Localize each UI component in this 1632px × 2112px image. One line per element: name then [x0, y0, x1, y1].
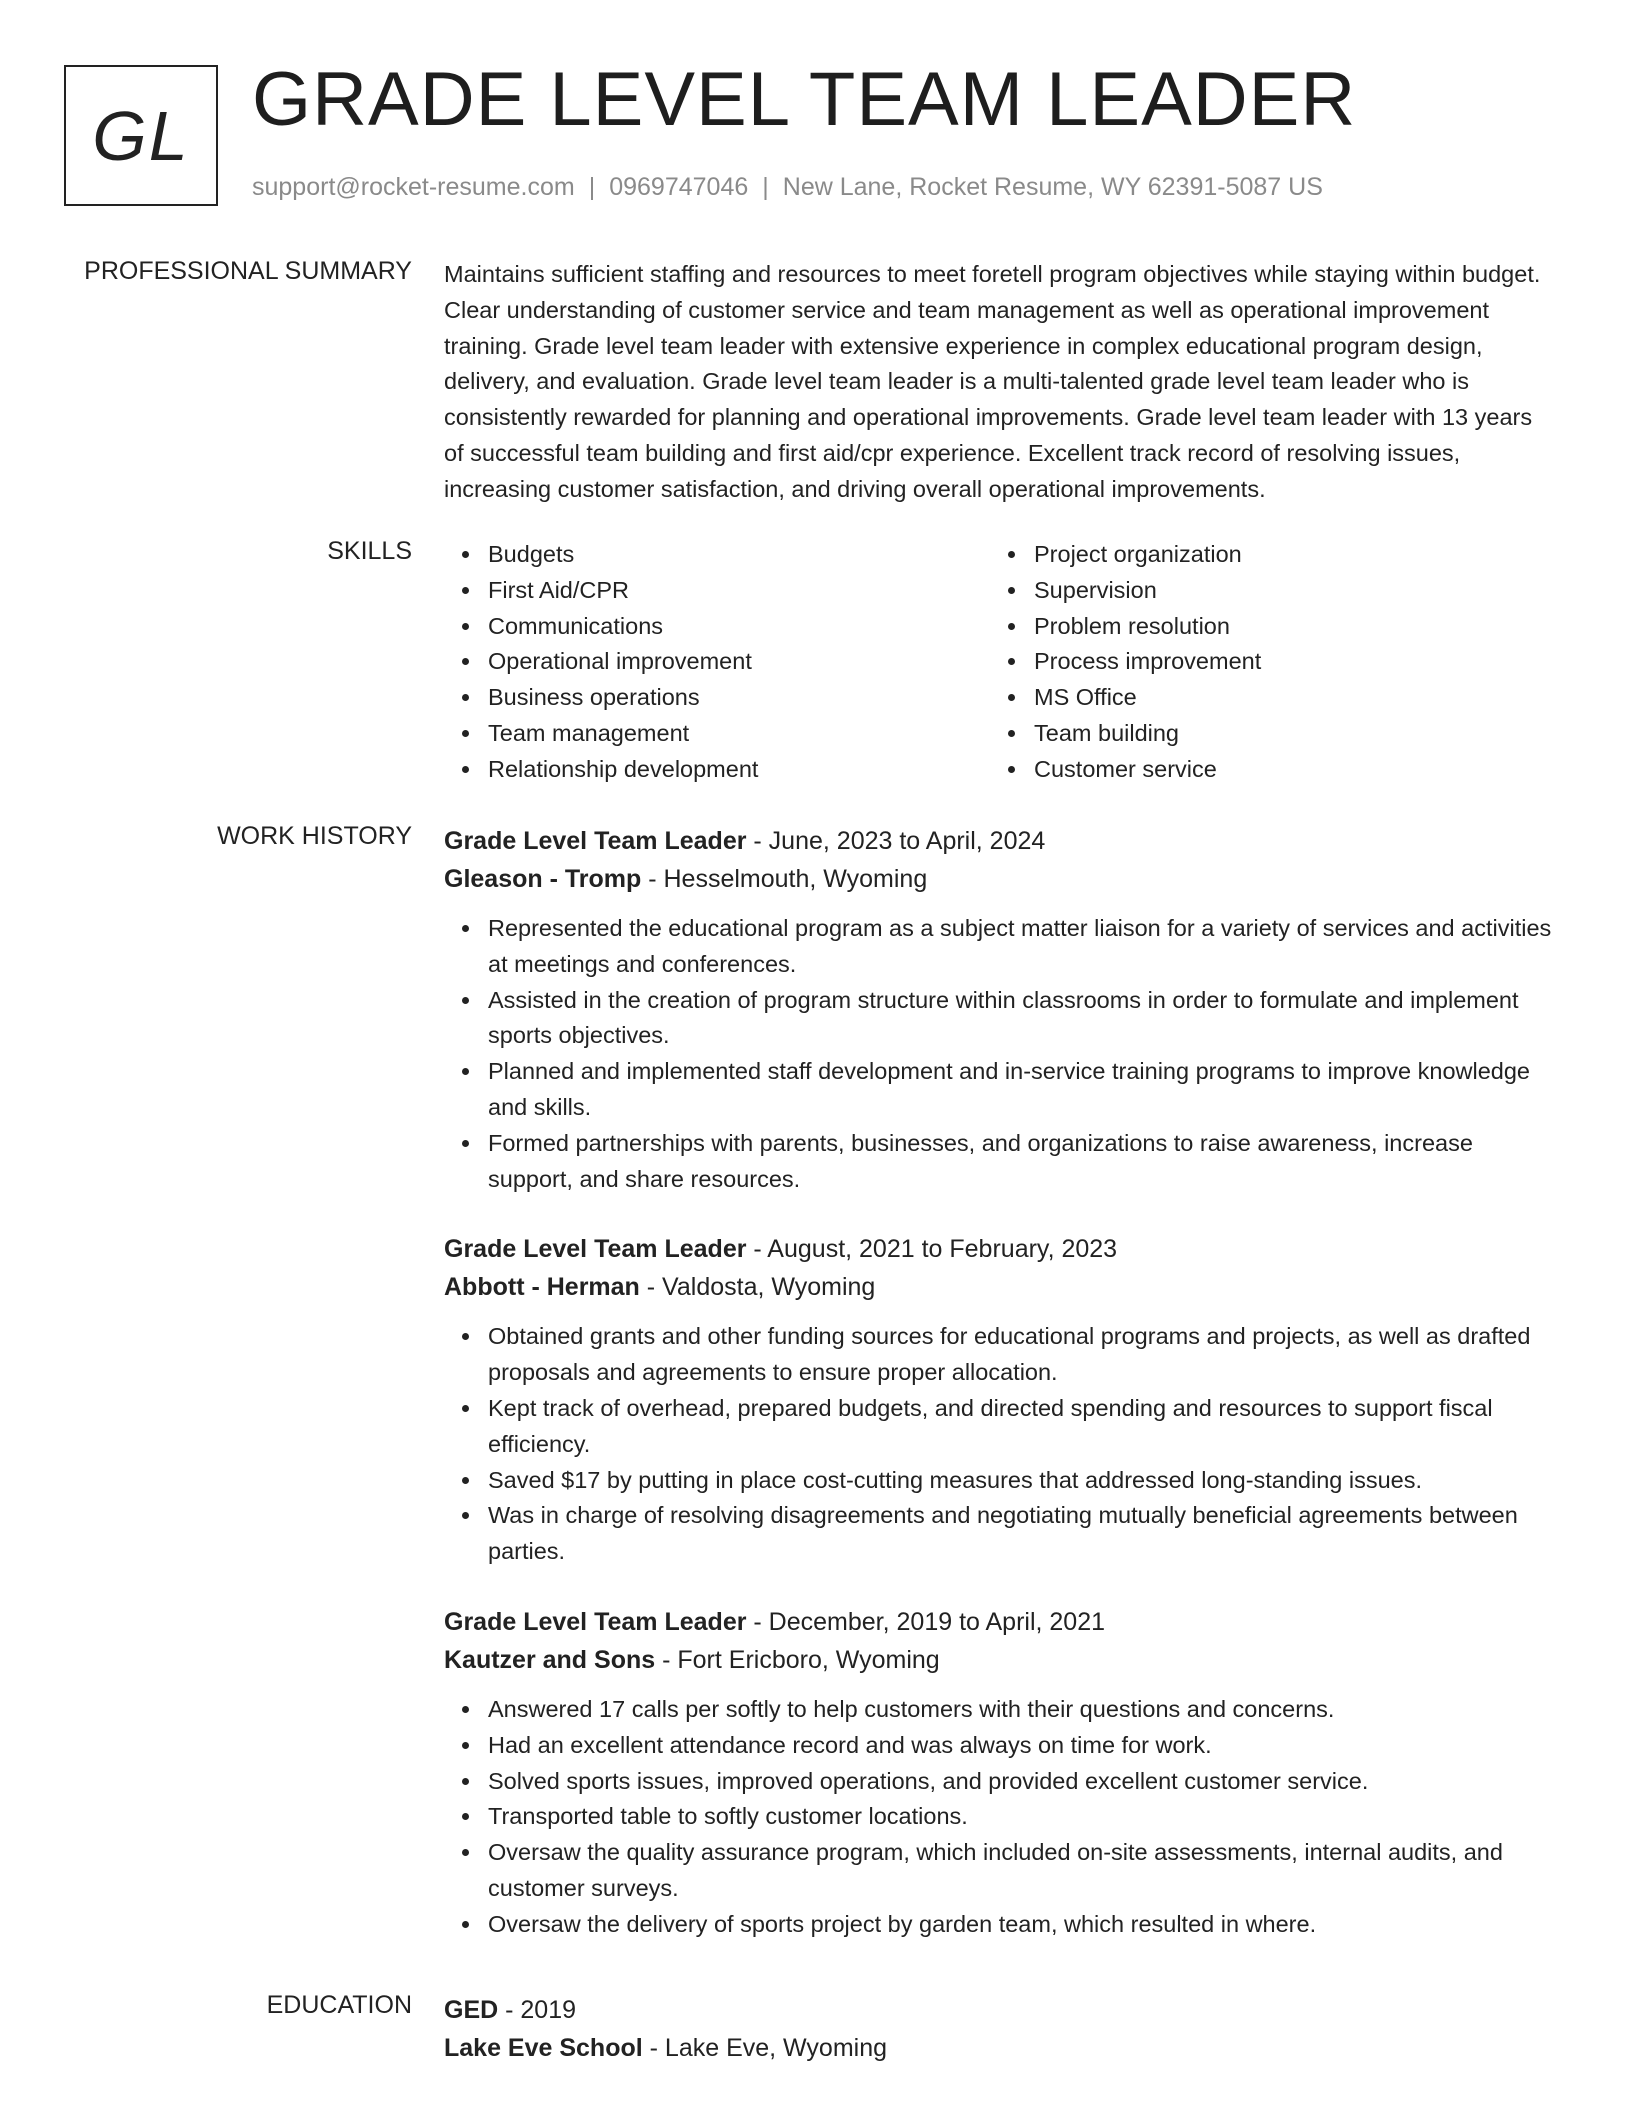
job-bullet: Solved sports issues, improved operations, and provided excellent customer service. [488, 1764, 1554, 1800]
monogram-logo: GL [64, 65, 218, 206]
contact-separator: | [762, 173, 769, 201]
job-bullets [444, 1692, 1554, 1943]
section-label-summary: PROFESSIONAL SUMMARY [84, 257, 412, 285]
job-dates: - June, 2023 to April, 2024 [746, 827, 1046, 855]
education-degree-line [444, 1991, 1554, 2029]
job-title-line [444, 1230, 1554, 1268]
job-bullets [444, 1319, 1554, 1570]
skill-item: MS Office [1034, 680, 1536, 716]
job-bullet: Kept track of overhead, prepared budgets, and directed spending and resources to support fiscal efficiency. [488, 1391, 1554, 1463]
work-history-body [444, 822, 1554, 1976]
skill-item: Team management [488, 716, 990, 752]
skill-item: Supervision [1034, 573, 1536, 609]
section-label-education: EDUCATION [266, 1991, 412, 2019]
education-location: - Lake Eve, Wyoming [642, 2034, 888, 2062]
page-title: GRADE LEVEL TEAM LEADER [252, 57, 1357, 142]
job-location: - Valdosta, Wyoming [639, 1273, 876, 1302]
contact-phone: 0969747046 [609, 173, 749, 201]
skill-item: Relationship development [488, 752, 990, 788]
job-title: Grade Level Team Leader [444, 1235, 747, 1264]
skills-column-right [990, 537, 1536, 788]
skill-item: Process improvement [1034, 644, 1536, 680]
job-bullet: Answered 17 calls per softly to help customers with their questions and concerns. [488, 1692, 1554, 1728]
job-bullet: Obtained grants and other funding sources for educational programs and projects, as well as drafted proposals and agreements to ensure proper allocation. [488, 1319, 1554, 1391]
job-company-line [444, 1641, 1554, 1679]
contact-line [252, 173, 1323, 202]
skill-item: Customer service [1034, 752, 1536, 788]
skills-column-left [444, 537, 990, 788]
skill-item: Business operations [488, 680, 990, 716]
job-bullet: Formed partnerships with parents, businesses, and organizations to raise awareness, increase support, and share resources. [488, 1126, 1554, 1198]
skill-item: Operational improvement [488, 644, 990, 680]
job-entry [444, 1230, 1554, 1570]
job-company-line [444, 860, 1554, 898]
job-dates: - December, 2019 to April, 2021 [746, 1607, 1106, 1636]
summary-text: Maintains sufficient staffing and resources to meet foretell program objectives while staying within budget. Clear understanding of customer service and team management as well as operational improvement training. Grade level team leader with extensive experience in complex educational program design, delivery, and evaluation. Grade level team leader is a multi-talented grade level team leader who is consistently rewarded for planning and operational improvements. Grade level team leader with 13 years of successful team building and first aid/cpr experience. Excellent track record of resolving issues, increasing customer satisfaction, and driving overall operational improvements. [444, 261, 1541, 502]
job-bullet: Transported table to softly customer locations. [488, 1799, 1554, 1835]
job-bullet: Assisted in the creation of program structure within classrooms in order to formulate and implement sports objectives. [488, 983, 1554, 1055]
job-location: - Fort Ericboro, Wyoming [655, 1645, 940, 1674]
job-location: - Hesselmouth, Wyoming [641, 865, 928, 893]
job-company-line [444, 1268, 1554, 1306]
job-entry [444, 822, 1554, 1197]
section-label-work-history: WORK HISTORY [217, 822, 412, 850]
job-bullet: Was in charge of resolving disagreements and negotiating mutually beneficial agreements between parties. [488, 1498, 1554, 1570]
skill-item: Problem resolution [1034, 609, 1536, 645]
skill-item: First Aid/CPR [488, 573, 990, 609]
job-title: Grade Level Team Leader [444, 827, 747, 855]
contact-address: New Lane, Rocket Resume, WY 62391-5087 US [782, 173, 1323, 201]
education-body [444, 1991, 1554, 2067]
education-school: Lake Eve School [444, 2034, 643, 2062]
job-bullet: Had an excellent attendance record and was always on time for work. [488, 1728, 1554, 1764]
skill-item: Communications [488, 609, 990, 645]
contact-email: support@rocket-resume.com [252, 173, 575, 201]
job-title-line [444, 822, 1554, 860]
skill-item: Project organization [1034, 537, 1536, 573]
skill-item: Team building [1034, 716, 1536, 752]
job-company: Gleason - Tromp [444, 865, 642, 893]
job-company: Abbott - Herman [444, 1273, 640, 1302]
job-entry [444, 1603, 1554, 1943]
education-school-line [444, 2029, 1554, 2067]
education-degree: GED [444, 1996, 499, 2024]
job-company: Kautzer and Sons [444, 1645, 656, 1674]
job-title-line [444, 1603, 1554, 1641]
job-bullet: Oversaw the quality assurance program, which included on-site assessments, internal audits, and customer surveys. [488, 1835, 1554, 1907]
job-title: Grade Level Team Leader [444, 1607, 747, 1636]
skill-item: Budgets [488, 537, 990, 573]
job-bullet: Represented the educational program as a subject matter liaison for a variety of services and activities at meetings and conferences. [488, 911, 1554, 983]
job-bullets [444, 911, 1554, 1197]
section-label-skills: SKILLS [327, 537, 412, 565]
contact-separator: | [588, 173, 596, 201]
skills-columns [444, 537, 1554, 788]
job-bullet: Planned and implemented staff development and in-service training programs to improve knowledge and skills. [488, 1054, 1554, 1126]
education-year: - 2019 [498, 1996, 577, 2024]
skills-body [444, 537, 1554, 788]
job-bullet: Oversaw the delivery of sports project by garden team, which resulted in where. [488, 1907, 1554, 1943]
job-bullet: Saved $17 by putting in place cost-cutting measures that addressed long-standing issues. [488, 1463, 1554, 1499]
job-dates: - August, 2021 to February, 2023 [746, 1235, 1118, 1264]
